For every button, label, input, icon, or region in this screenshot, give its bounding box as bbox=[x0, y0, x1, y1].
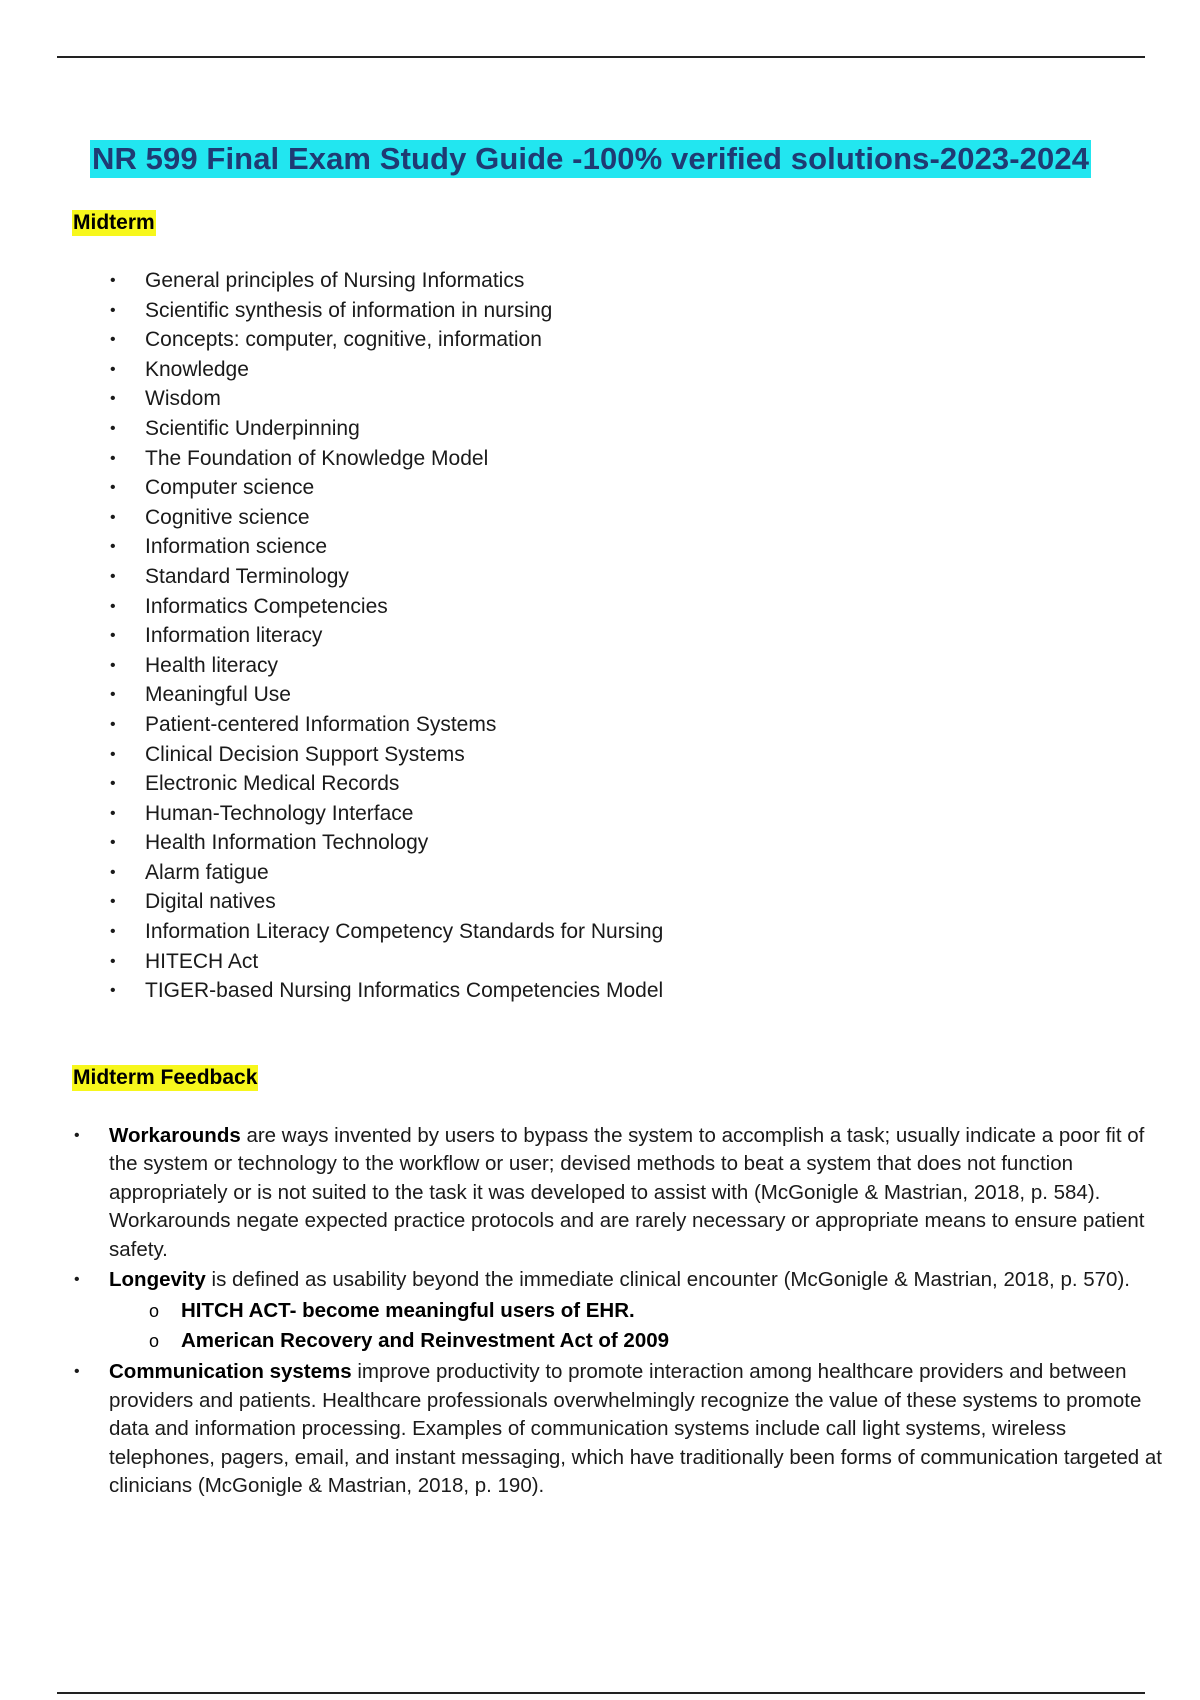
list-item bbox=[108, 355, 663, 385]
list-item bbox=[108, 651, 663, 681]
footer-rule bbox=[57, 1692, 1145, 1694]
bullet-icon: • bbox=[110, 508, 116, 526]
list-item bbox=[108, 503, 663, 533]
bullet-icon: • bbox=[74, 1363, 80, 1381]
topic-label: General principles of Nursing Informatics bbox=[145, 269, 525, 292]
bullet-icon: • bbox=[110, 893, 116, 911]
topic-label: Human-Technology Interface bbox=[145, 801, 414, 825]
topic-label: Information Literacy Competency Standards for Nursing bbox=[145, 920, 664, 944]
topic-label: Informatics Competencies bbox=[145, 594, 388, 618]
bullet-icon: • bbox=[110, 538, 116, 556]
bullet-icon: • bbox=[110, 745, 116, 763]
bullet-icon: • bbox=[110, 390, 116, 408]
bullet-icon: • bbox=[110, 775, 116, 793]
topic-label: Meaningful Use bbox=[145, 683, 291, 707]
feedback-item bbox=[72, 1358, 1162, 1500]
feedback-text: is defined as usability beyond the immediate clinical encounter (McGonigle & Mastrian, 2018, p. 570). bbox=[205, 1268, 1130, 1292]
feedback-item bbox=[72, 1122, 1162, 1264]
bullet-icon: • bbox=[110, 804, 116, 822]
feedback-sub-item bbox=[109, 1326, 1162, 1356]
topic-label: Cognitive science bbox=[145, 505, 310, 529]
list-item bbox=[108, 592, 663, 622]
circle-bullet-icon: o bbox=[149, 1331, 160, 1352]
bullet-icon: • bbox=[74, 1127, 80, 1144]
bullet-icon: • bbox=[110, 686, 116, 704]
feedback-sub-list bbox=[109, 1296, 1162, 1356]
bullet-icon: • bbox=[110, 834, 116, 852]
page-title bbox=[90, 141, 1091, 177]
bullet-icon: • bbox=[110, 923, 116, 941]
list-item bbox=[108, 887, 663, 917]
list-item bbox=[108, 858, 663, 888]
midterm-heading bbox=[72, 211, 156, 235]
feedback-term: Workarounds bbox=[109, 1124, 241, 1147]
topic-label: TIGER-based Nursing Informatics Competencies Model bbox=[145, 979, 664, 1003]
topic-label: HITECH Act bbox=[145, 949, 259, 973]
bullet-icon: • bbox=[74, 1271, 80, 1289]
topic-label: Information literacy bbox=[145, 624, 323, 648]
topic-label: Alarm fatigue bbox=[145, 860, 269, 884]
bullet-icon: • bbox=[110, 449, 116, 467]
topic-label: Computer science bbox=[145, 476, 315, 500]
list-item bbox=[108, 976, 663, 1006]
bullet-icon: • bbox=[110, 597, 116, 615]
list-item bbox=[108, 917, 663, 947]
list-item bbox=[108, 296, 663, 326]
bullet-icon: • bbox=[110, 952, 116, 970]
list-item bbox=[108, 769, 663, 799]
topic-label: Health literacy bbox=[145, 653, 279, 677]
page-title-text: NR 599 Final Exam Study Guide -100% verified solutions-2023-2024 bbox=[92, 141, 1090, 176]
circle-bullet-icon: o bbox=[149, 1301, 160, 1322]
feedback-text: are ways invented by users to bypass the system to accomplish a task; usually indicate a poor fit of the system or technology to the workflow or user; devised methods to beat a system that does not function appropriately or is not suited to the task it was developed to assist with (McGonigle & Mastrian, 2018, p. 584). Workarounds negate expected practice protocols and are rarely necessary or appropriate means to ensure patient safety. bbox=[109, 1124, 1145, 1261]
midterm-topic-list bbox=[108, 266, 663, 1006]
list-item bbox=[108, 562, 663, 592]
topic-label: The Foundation of Knowledge Model bbox=[145, 446, 489, 470]
list-item bbox=[108, 325, 663, 355]
bullet-icon: • bbox=[110, 863, 116, 881]
list-item bbox=[108, 799, 663, 829]
topic-label: Health Information Technology bbox=[145, 831, 429, 855]
feedback-term: Longevity bbox=[109, 1268, 206, 1292]
list-item bbox=[108, 710, 663, 740]
topic-label: Standard Terminology bbox=[145, 564, 349, 588]
topic-label: Digital natives bbox=[145, 890, 276, 914]
list-item bbox=[108, 414, 663, 444]
midterm-heading-text: Midterm bbox=[73, 211, 155, 234]
list-item bbox=[108, 740, 663, 770]
topic-label: Concepts: computer, cognitive, information bbox=[145, 328, 542, 352]
topic-label: Information science bbox=[145, 535, 328, 559]
feedback-item bbox=[72, 1266, 1162, 1356]
feedback-text: improve productivity to promote interaction among healthcare providers and between providers and patients. Healthcare professionals overwhelmingly recognize the value of these systems to promote data and information processing. Examples of communication systems include call light systems, wireless telephones, pagers, email, and instant messaging, which have traditionally been forms of communication targeted at clinicians (McGonigle & Mastrian, 2018, p. 190). bbox=[109, 1360, 1162, 1498]
bullet-icon: • bbox=[110, 479, 116, 497]
topic-label: Wisdom bbox=[145, 387, 221, 411]
list-item bbox=[108, 947, 663, 977]
list-item bbox=[108, 680, 663, 710]
bullet-icon: • bbox=[110, 360, 116, 378]
bullet-icon: • bbox=[110, 272, 116, 289]
list-item bbox=[108, 444, 663, 474]
list-item bbox=[108, 621, 663, 651]
list-item bbox=[108, 384, 663, 414]
bullet-icon: • bbox=[110, 301, 116, 319]
list-item bbox=[108, 532, 663, 562]
list-item bbox=[108, 473, 663, 503]
topic-label: Electronic Medical Records bbox=[145, 772, 400, 796]
bullet-icon: • bbox=[110, 627, 116, 645]
bullet-icon: • bbox=[110, 567, 116, 585]
topic-label: Patient-centered Information Systems bbox=[145, 712, 497, 736]
feedback-sub-text: American Recovery and Reinvestment Act of 2009 bbox=[181, 1329, 670, 1353]
bullet-icon: • bbox=[110, 419, 116, 437]
feedback-term: Communication systems bbox=[109, 1360, 352, 1384]
topic-label: Knowledge bbox=[145, 357, 249, 381]
feedback-list bbox=[72, 1122, 1162, 1502]
topic-label: Scientific Underpinning bbox=[145, 416, 360, 440]
feedback-heading-text: Midterm Feedback bbox=[73, 1066, 258, 1089]
feedback-sub-item bbox=[109, 1296, 1162, 1326]
bullet-icon: • bbox=[110, 715, 116, 733]
feedback-sub-text: HITCH ACT- become meaningful users of EHR. bbox=[181, 1299, 635, 1323]
list-item bbox=[108, 828, 663, 858]
bullet-icon: • bbox=[110, 982, 116, 1000]
header-rule bbox=[57, 56, 1145, 58]
bullet-icon: • bbox=[110, 656, 116, 674]
feedback-heading bbox=[72, 1066, 258, 1090]
topic-label: Clinical Decision Support Systems bbox=[145, 742, 465, 766]
list-item bbox=[108, 266, 663, 296]
bullet-icon: • bbox=[110, 331, 116, 349]
topic-label: Scientific synthesis of information in nursing bbox=[145, 298, 553, 322]
